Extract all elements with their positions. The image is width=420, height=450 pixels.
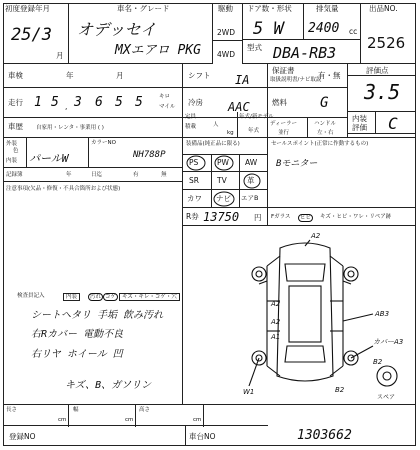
inspection-month: 月	[116, 71, 124, 80]
inspector-interior-label: 内装	[63, 293, 80, 301]
recycle-label: R券	[186, 212, 199, 221]
ac-label: 冷房	[188, 98, 203, 107]
length-cm: cm	[58, 417, 67, 423]
mileage-label: 走行	[8, 98, 23, 107]
inspector-line-4: キズ、B、ガソリン	[65, 380, 152, 391]
lot-number: 2526	[367, 34, 406, 52]
inspector-item-rest: キズ・キレ・コゲ・穴	[119, 293, 180, 301]
recorded-no: 無	[161, 172, 167, 178]
inspector-line-3: 右リヤ ホイール 凹	[31, 349, 123, 360]
type-label: 型式	[247, 43, 262, 52]
recycle-unit: 円	[254, 213, 262, 222]
history-label: 車歴	[8, 122, 23, 131]
interior-value: C	[388, 114, 398, 133]
new-year-sub: 年式	[248, 128, 260, 134]
mileage-digit-2: 5	[51, 95, 59, 110]
diagram-label-w1: W1	[243, 388, 255, 396]
shift-value: IA	[235, 73, 250, 87]
handle-label: ハンドル	[314, 121, 337, 127]
recycle-value: 13750	[203, 210, 240, 224]
color-no: NH788P	[133, 150, 166, 160]
inspector-label: 検査員記入	[17, 293, 45, 299]
int-label: 内装	[6, 158, 18, 164]
height-label: 高さ	[139, 407, 151, 413]
sales-value: Bモニター	[276, 159, 318, 169]
diagram-label-a1: A1	[271, 333, 281, 341]
equip-tv: TV	[217, 176, 227, 185]
notes-label: 注意事項(欠品・修復・不具合箇所および状態)	[6, 186, 121, 192]
recorded-year: 年	[66, 172, 72, 178]
type-value: DBA-RB3	[273, 44, 337, 62]
recorded-date: 日迄	[91, 172, 103, 178]
first-reg-label: 初度登録年月	[5, 4, 50, 13]
glass-option-rest: キズ・ヒビ・ワレ・リペア跡	[320, 214, 392, 220]
mileage-sep: ,	[65, 102, 68, 111]
displacement-value: 2400	[308, 21, 340, 36]
model-grade-label: 車名・グレード	[117, 4, 170, 13]
sales-label: セールスポイント(正常に作動するもの)	[271, 141, 369, 147]
fuel-label: 燃料	[272, 98, 287, 107]
dealer-sub: 並行	[278, 130, 290, 136]
ext-label: 外装	[6, 141, 18, 147]
first-reg-month: 月	[56, 51, 64, 60]
drive-label: 駆動	[218, 4, 233, 13]
sheet-frame	[3, 3, 416, 446]
equip-airbag: エアB	[241, 194, 259, 202]
inspector-line-1: シートヘタリ 手垢 飲み汚れ	[31, 310, 164, 321]
capacity-unit: 人	[213, 122, 219, 128]
diagram-label-a2-left2: A2	[271, 318, 281, 326]
dealer-label: ディーラー	[270, 121, 298, 127]
capacity-label: 定員	[185, 114, 197, 120]
inspector-line-2: 右Rカバー 電動不良	[31, 329, 124, 340]
inspector-item-burn: コゲ	[105, 294, 117, 300]
width-cm: cm	[125, 417, 134, 423]
score-value: 3.5	[364, 80, 401, 104]
equip-navi: ナビ	[216, 194, 231, 203]
diagram-label-ab3: AB3	[375, 310, 390, 318]
inspector-item-dirty: 汚れ	[90, 294, 102, 300]
equip-label: 装備品(純正品に限る)	[186, 141, 240, 147]
drive-2wd: 2WD	[217, 28, 235, 37]
diagram-label-b2: B2	[373, 358, 383, 366]
door-value: 5 W	[253, 19, 284, 39]
mileage-digit-6: 5	[135, 95, 143, 110]
mileage-digit-4: 6	[95, 95, 103, 110]
diagram-label-a2-top: A2	[311, 232, 321, 240]
first-reg-value: 25/3	[11, 25, 52, 45]
km-label: キロ	[159, 94, 171, 100]
interior-sub: 評価	[352, 123, 367, 132]
glass-option-crack: ヒビ	[300, 215, 312, 221]
displacement-unit: cc	[349, 27, 358, 36]
reg-no-label: 登録NO	[9, 432, 36, 441]
equip-kawa: カワ	[187, 194, 202, 203]
recorded-yes: 有	[133, 172, 139, 178]
warranty-sub: 取扱説明書/ナビ取説	[270, 77, 322, 83]
lot-label: 出品NO.	[369, 4, 398, 13]
handle-value: 左・右	[317, 130, 334, 136]
chassis-label: 車台NO	[189, 432, 216, 441]
equip-pw: PW	[217, 158, 229, 167]
door-label: ドア数・形状	[247, 4, 292, 13]
inspection-label: 車検	[8, 71, 23, 80]
glass-label: Fガラス	[271, 214, 291, 220]
color-label: 色	[13, 148, 19, 154]
displacement-label: 排気量	[316, 4, 339, 13]
loadcap-label: 積載	[185, 124, 197, 130]
diagram-label-cover-a3: カバーA3	[373, 338, 404, 346]
color-no-label: カラーNO	[91, 140, 116, 146]
width-label: 幅	[73, 407, 79, 413]
ac-value: AAC	[228, 100, 250, 114]
diagram-label-a2-left: A2	[271, 300, 281, 308]
warranty-value: 有・無	[318, 71, 341, 80]
shift-label: シフト	[188, 71, 211, 80]
ext-color: パールW	[29, 152, 69, 165]
length-label: 長さ	[6, 407, 18, 413]
model-name: オデッセイ	[77, 20, 157, 39]
equip-sr: SR	[189, 176, 199, 185]
drive-4wd: 4WD	[217, 50, 235, 59]
warranty-label: 保証書	[272, 66, 295, 75]
grade: MXエアロ PKG	[115, 43, 201, 58]
inspection-year: 年	[66, 71, 74, 80]
equip-leather: 革	[247, 176, 255, 185]
chassis-value: 1303662	[297, 428, 352, 443]
fuel-value: G	[320, 95, 329, 111]
equip-ps: PS	[189, 158, 199, 167]
height-cm: cm	[193, 417, 202, 423]
score-label: 評価点	[366, 66, 389, 75]
mileage-digit-3: 3	[74, 95, 82, 110]
history-options: 自家用・レンタ・事業用 ( )	[36, 125, 104, 131]
mileage-digit-5: 5	[115, 95, 123, 110]
diagram-label-b2-bottom: B2	[335, 386, 345, 394]
recorded-label: 記録簿	[6, 172, 23, 178]
mileage-digit-1: 1	[34, 95, 42, 110]
loadcap-unit: kg	[227, 130, 234, 136]
new-year-label: 年式/新モデル	[239, 114, 274, 120]
mile-label: マイル	[159, 104, 176, 110]
interior-label: 内装	[352, 114, 367, 123]
spare-label: スペア	[377, 394, 396, 401]
equip-aw: AW	[245, 158, 258, 167]
